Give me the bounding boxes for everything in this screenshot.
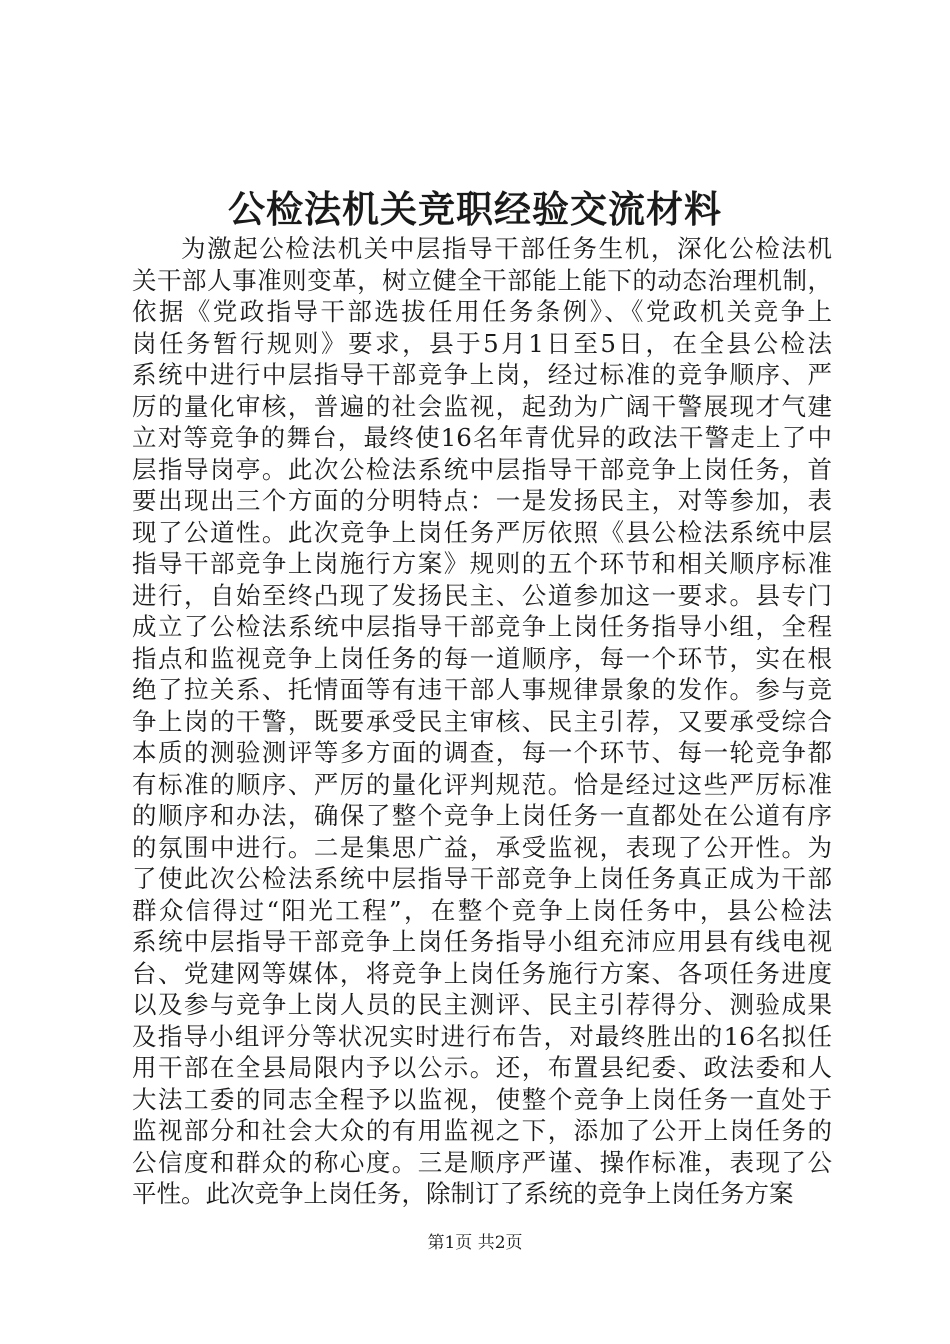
text-line: 以及参与竞争上岗人员的民主测评、民主引荐得分、测验成果 <box>132 990 832 1019</box>
text-line: 了使此次公检法系统中层指导干部竞争上岗任务真正成为干部 <box>132 864 832 893</box>
text-line: 进行，自始至终凸现了发扬民主、公道参加这一要求。县专门 <box>132 580 832 610</box>
text-line: 厉的量化审核，普遍的社会监视，起劲为广阔干警展现才气建 <box>132 391 832 421</box>
text-line: 现了公道性。此次竞争上岗任务严厉依照《县公检法系统中层 <box>132 517 832 547</box>
text-line: 系统中进行中层指导干部竞争上岗，经过标准的竞争顺序、严 <box>132 360 832 389</box>
page-title: 公检法机关竞职经验交流材料 <box>228 187 722 231</box>
text-line: 岗任务暂行规则》要求，县于5月1日至5日，在全县公检法 <box>132 328 832 358</box>
text-line: 平性。此次竞争上岗任务，除制订了系统的竞争上岗任务方案 <box>132 1179 794 1208</box>
text-line: 公信度和群众的称心度。三是顺序严谨、操作标准，表现了公 <box>132 1147 832 1177</box>
text-line: 成立了公检法系统中层指导干部竞争上岗任务指导小组，全程 <box>132 612 832 641</box>
page-footer: 第1页 共2页 <box>427 1233 523 1253</box>
body-paragraph <box>132 233 832 1210</box>
text-line: 有标准的顺序、严厉的量化评判规范。恰是经过这些严厉标准 <box>132 769 832 799</box>
text-line: 绝了拉关系、托情面等有违干部人事规律景象的发作。参与竞 <box>132 675 832 704</box>
text-line: 台、党建网等媒体，将竞争上岗任务施行方案、各项任务进度 <box>132 958 832 988</box>
text-line: 争上岗的干警，既要承受民主审核、民主引荐，又要承受综合 <box>132 706 832 736</box>
text-line: 监视部分和社会大众的有用监视之下，添加了公开上岗任务的 <box>132 1116 832 1145</box>
text-line: 为激起公检法机关中层指导干部任务生机，深化公检法机 <box>181 234 832 263</box>
text-line: 系统中层指导干部竞争上岗任务指导小组充沛应用县有线电视 <box>132 927 832 956</box>
text-line: 用干部在全县局限内予以公示。还，布置县纪委、政法委和人 <box>132 1053 832 1082</box>
text-line: 群众信得过“阳光工程”，在整个竞争上岗任务中，县公检法 <box>132 895 832 925</box>
text-line: 要出现出三个方面的分明特点：一是发扬民主，对等参加，表 <box>132 486 832 515</box>
text-line: 及指导小组评分等状况实时进行布告，对最终胜出的16名拟任 <box>132 1021 832 1051</box>
text-line: 指点和监视竞争上岗任务的每一道顺序，每一个环节，实在根 <box>132 643 832 673</box>
text-line: 层指导岗亭。此次公检法系统中层指导干部竞争上岗任务，首 <box>132 454 832 484</box>
text-line: 的氛围中进行。二是集思广益，承受监视，表现了公开性。为 <box>132 832 832 862</box>
text-line: 大法工委的同志全程予以监视，使整个竞争上岗任务一直处于 <box>132 1084 832 1114</box>
text-line: 关干部人事准则变革，树立健全干部能上能下的动态治理机制， <box>132 265 832 295</box>
text-line: 立对等竞争的舞台，最终使16名年青优异的政法干警走上了中 <box>132 423 832 452</box>
text-line: 本质的测验测评等多方面的调查，每一个环节、每一轮竞争都 <box>132 738 832 767</box>
text-line: 的顺序和办法，确保了整个竞争上岗任务一直都处在公道有序 <box>132 801 832 830</box>
text-line: 指导干部竞争上岗施行方案》规则的五个环节和相关顺序标准 <box>132 549 832 578</box>
text-line: 依据《党政指导干部选拔任用任务条例》、《党政机关竞争上 <box>132 297 832 326</box>
